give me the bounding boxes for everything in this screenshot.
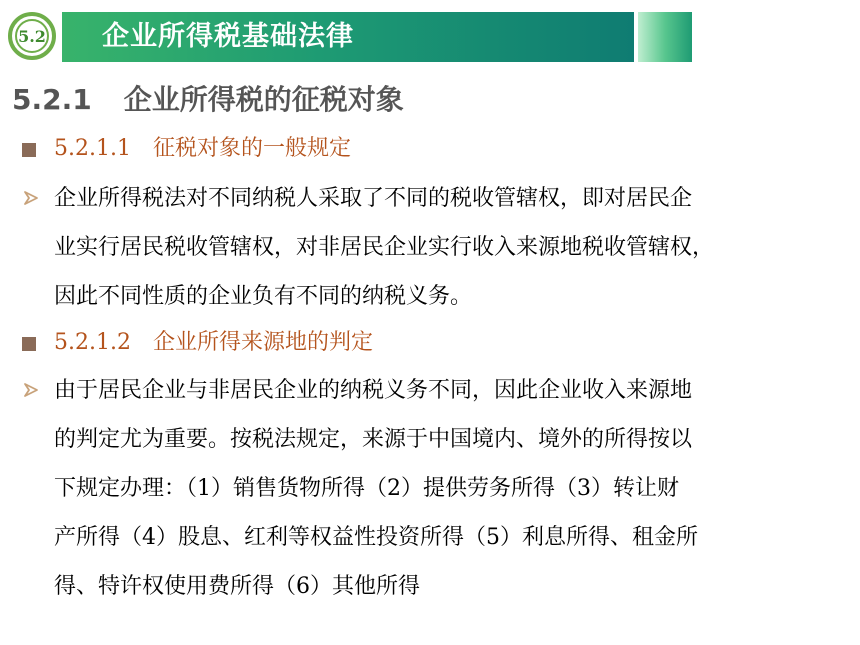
section-number: 5.2.1 (12, 83, 92, 116)
text-line: 得、特许权使用费所得（6）其他所得 (54, 574, 420, 599)
paragraph-text (54, 174, 854, 321)
subsection-number: 5.2.1.2 (54, 330, 131, 355)
text-line: 因此不同性质的企业负有不同的纳税义务。 (54, 284, 473, 309)
section-badge (8, 12, 56, 60)
text-line: 的判定尤为重要。按税法规定，来源于中国境内、境外的所得按以 (54, 427, 693, 452)
section-title: 企业所得税的征税对象 (123, 83, 404, 116)
subsection-heading-text (54, 132, 351, 166)
text-line: 产所得（4）股息、红利等权益性投资所得（5）利息所得、租金所 (54, 525, 698, 550)
slide-title: 企业所得税基础法律 (102, 21, 354, 52)
paragraph-text (54, 366, 854, 611)
subsection-title: 企业所得来源地的判定 (152, 330, 373, 355)
text-line: 业实行居民税收管辖权，对非居民企业实行收入来源地税收管辖权， (54, 235, 715, 260)
text-line: 下规定办理：（1）销售货物所得（2）提供劳务所得（3）转让财 (54, 476, 679, 501)
title-bar-accent (638, 12, 692, 62)
subsection-number: 5.2.1.1 (54, 136, 131, 161)
section-badge-label: 5.2 (15, 19, 49, 53)
arrow-bullet-icon (22, 381, 40, 399)
title-bar (62, 12, 634, 62)
paragraph-2 (22, 366, 852, 616)
square-bullet-icon (22, 143, 36, 157)
arrow-bullet-icon (22, 189, 40, 207)
subsection-heading-text (54, 326, 373, 360)
subsection-title: 征税对象的一般规定 (152, 136, 351, 161)
square-bullet-icon (22, 337, 36, 351)
text-line: 由于居民企业与非居民企业的纳税义务不同，因此企业收入来源地 (54, 378, 693, 403)
section-heading (12, 78, 404, 122)
slide-header (0, 0, 860, 80)
text-line: 企业所得税法对不同纳税人采取了不同的税收管辖权，即对居民企 (54, 186, 693, 211)
paragraph-1 (22, 174, 852, 324)
